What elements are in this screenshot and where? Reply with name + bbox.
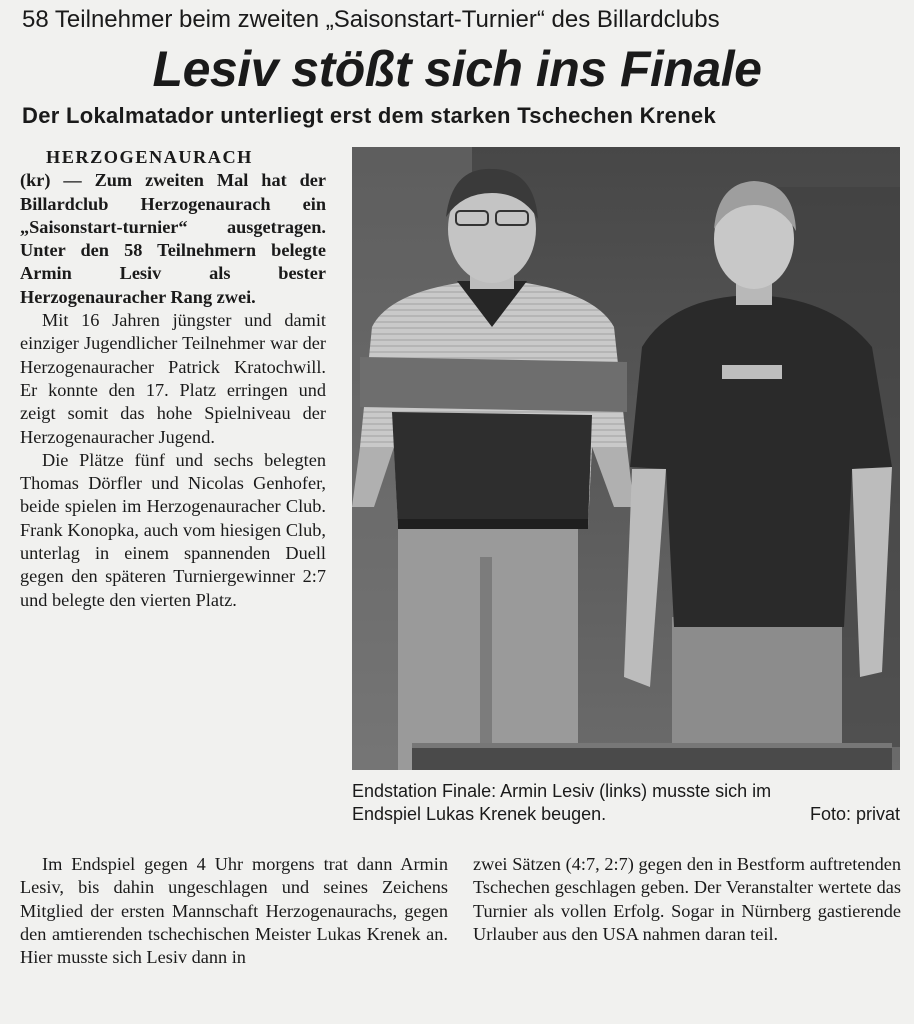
photo-credit: Foto: privat: [809, 804, 900, 824]
caption-line-1: Endstation Finale: Armin Lesiv (links) musste sich im: [352, 781, 772, 801]
lead-paragraph: [20, 146, 326, 309]
caption-line-2-row: [352, 803, 900, 826]
article-subhead: Der Lokalmatador unterliegt erst dem starken Tschechen Krenek: [22, 103, 717, 128]
article-photo: [352, 147, 900, 770]
caption-line-2: Endspiel Lukas Krenek beugen.: [352, 804, 607, 824]
paragraph-4-part-2: zwei Sätzen (4:7, 2:7) gegen den in Bestform auftretenden Tschechen geschlagen geben. Der Veranstalter wertete das Turnier als vollen Erfolg. Sogar in Nürnberg gastierende Urlauber aus den USA nahmen daran teil.: [473, 854, 901, 944]
article-bottom-left: [20, 853, 448, 969]
paragraph-2: Mit 16 Jahren jüngster und damit einziger Jugendlicher Teilnehmer war der Herzogenauracher Patrick Kratochwill. Er konnte den 17. Platz erringen und zeigt somit das hohe Spielniveau der Herzogenauracher Jugend.: [20, 310, 326, 447]
photo-caption: [352, 780, 900, 826]
paragraph-3: Die Plätze fünf und sechs belegten Thomas Dörfler und Nicolas Genhofer, beide spielen im Herzogenauracher Club. Frank Konopka, auch vom hiesigen Club, unterlag in einem spannenden Duell gegen den späteren Turniergewinner 2:7 und belegte den vierten Platz.: [20, 449, 326, 610]
article-column-left: [20, 146, 326, 612]
lead-text: (kr) — Zum zweiten Mal hat der Billardclub Herzogenaurach ein „Saisonstart-turnier“ ausgetragen. Unter den 58 Teilnehmern belegte Armin Lesiv als bester Herzogenauracher Rang zwei.: [20, 170, 326, 307]
article-kicker: 58 Teilnehmer beim zweiten „Saisonstart-Turnier“ des Billardclubs: [22, 6, 720, 33]
paragraph-4-part-1: Im Endspiel gegen 4 Uhr morgens trat dann Armin Lesiv, bis dahin ungeschlagen und seines Zeichens Mitglied der ersten Mannschaft Herzogenaurachs, gegen den amtierenden tschechischen Meister Lukas Krenek an. Hier musste sich Lesiv dann in: [20, 854, 448, 968]
photo-illustration: [352, 147, 900, 770]
article-headline: Lesiv stößt sich ins Finale: [152, 41, 762, 97]
article-bottom-right: [473, 853, 901, 946]
dateline: HERZOGENAURACH: [46, 147, 253, 167]
